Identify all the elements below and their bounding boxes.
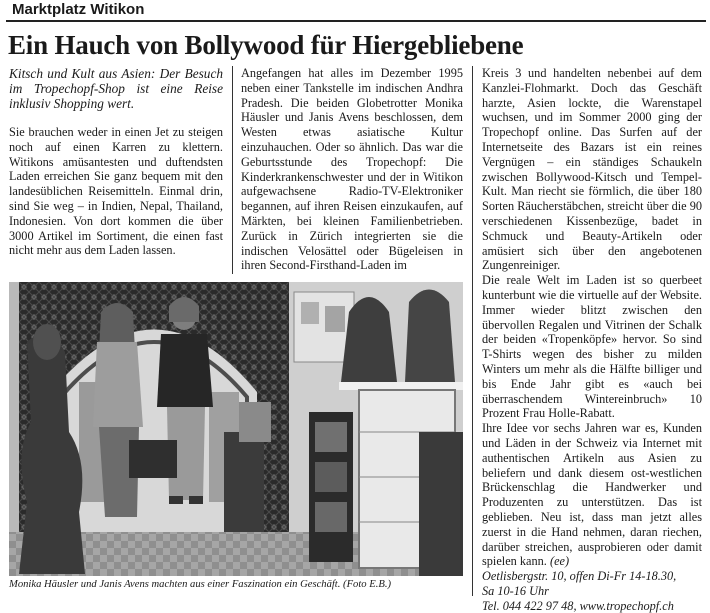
column-divider [232,66,233,274]
column-divider [472,66,473,596]
body-paragraph: Die reale Welt im Laden ist so querbeet kunterbunt wie die virtuelle auf der Website. Immer wieder blitzt zwischen den übervollen Regalen und Vitrinen der Schalk der beiden «Tropenköpfe» hervor. So sind T-Shirts wegen des bisher zu milden Winters um mehr als die Hälfte billiger und bis Ende Jahr gibt es «auch bei überraschendem Wintereinbruch» 10 Prozent Frau Holle-Rabatt. [482,273,702,421]
page-header [6,0,706,22]
shop-photo [9,282,463,576]
column-3 [482,66,702,613]
body-paragraph [482,421,702,569]
shop-info [482,569,702,613]
body-paragraph: Sie brauchen weder in einen Jet zu steigen noch auf einen Karren zu klettern. Witikons amüsantesten und duftendsten Laden erreichen Sie ganz bequem mit den landesüblichen Reisemitteln. Einmal drin, sind Sie weg – in Indien, Nepal, Thailand, Indonesien. Von dort kommen die über 3000 Artikel im Sortiment, die einen fast nicht mehr aus dem Laden lassen. [9,125,223,258]
hours-line: Sa 10-16 Uhr [482,583,549,598]
address-line: Oetlisbergstr. 10, offen Di-Fr 14-18.30, [482,569,677,584]
headline: Ein Hauch von Bollywood für Hiergebliebene [8,30,524,60]
photo-caption: Monika Häusler und Janis Avens machten aus einer Faszination ein Geschäft. (Foto E.B.) [9,579,392,590]
section-title: Marktplatz Witikon [12,1,145,18]
body-text: Ihre Idee vor sechs Jahren war es, Kunden und Läden in der Schweiz via Internet mit authentischen Artikeln aus Asien zu beliefern und dank diesem ost-westlichen Brückenschlag die Handwerker und Produzenten zu unterstützen. Das ist geblieben. Neu ist, dass man jetzt alles zuerst in die Hand nehmen, daran riechen, darüber streichen, ausprobieren oder damit spielen kann. [482,421,702,569]
author-initials: (ee) [549,554,570,569]
column-2 [241,66,463,273]
body-paragraph: Angefangen hat alles im Dezember 1995 neben einer Tankstelle im indischen Andhra Pradesh. Die beiden Globetrotter Monika Häusler und Janis Avens beschlossen, dem Westen etwas asiatische Kultur einzuhauchen. Oder so ähnlich. Das war die Geburtsstunde des Tropechopf: Die Kinderkrankenschwester und der in Witikon aufgewachsene Radio-TV-Elektroniker begannen, auf ihren Reisen einzukaufen, auf Märkten, bei kleinen Familienbetrieben. Zurück in Zürich integrierten sie die indischen Velosättel oder Bügeleisen in ihren Second-Firsthand-Laden im [241,66,463,273]
column-1 [9,66,223,258]
body-paragraph: Kreis 3 und handelten nebenbei auf dem Kanzlei-Flohmarkt. Doch das Geschäft harzte, Asien lockte, die Warenstapel wuchsen, und im Sommer 2000 ging der Tropechopf online. Das Surfen auf der Internetseite des Bazars ist ein reines Vergnügen – ein ständiges Schaukeln zwischen Bollywood-Kitsch und Tempel-Kult. Man riecht sie förmlich, die über 180 Sorten Räucherstäbchen, streicht über die 90 verschiedenen Kissenbezüge, badet in Schmuck und Beauty-Artikeln oder amüsiert sich über den angebotenen Zungenreiniger. [482,66,702,273]
lead-paragraph: Kitsch und Kult aus Asien: Der Besuch im Tropechopf-Shop ist eine Reise inklusiv Shopping wert. [9,66,223,111]
contact-line: Tel. 044 422 97 48, www.tropechopf.ch [482,598,674,613]
